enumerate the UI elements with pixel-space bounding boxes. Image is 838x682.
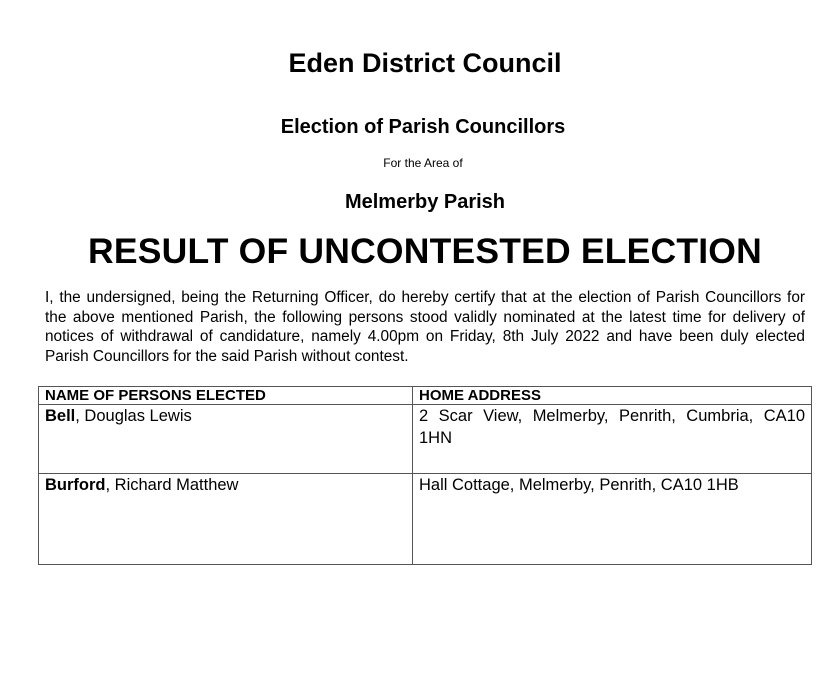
person-address-cell <box>413 405 812 474</box>
person-address: Hall Cottage, Melmerby, Penrith, CA10 1HB <box>419 476 739 494</box>
person-address: 2 Scar View, Melmerby, Penrith, Cumbria, CA10 1HN <box>419 407 805 447</box>
person-address-cell <box>413 474 812 565</box>
table-row <box>39 474 812 565</box>
person-name-cell <box>39 474 413 565</box>
person-surname: Bell <box>45 407 76 425</box>
area-label: For the Area of <box>383 156 463 170</box>
person-name-cell <box>39 405 413 474</box>
council-name: Eden District Council <box>288 48 562 78</box>
certificate-text: I, the undersigned, being the Returning Officer, do hereby certify that at the election of Parish Councillors for the above mentioned Parish, the following persons stood validly nominated at the latest time for delivery of notices of withdrawal of candidature, namely 4.00pm on Friday, 8th July 2022 and have been duly elected Parish Councillors for the said Parish without contest. <box>45 289 805 365</box>
header-name: NAME OF PERSONS ELECTED <box>39 387 413 405</box>
parish-name: Melmerby Parish <box>344 191 506 213</box>
person-forenames: , Richard Matthew <box>105 476 239 494</box>
header-address: HOME ADDRESS <box>413 387 812 405</box>
table-row <box>39 405 812 474</box>
table-header-row <box>39 387 812 405</box>
election-title: Election of Parish Councillors <box>280 116 566 138</box>
elected-persons-table <box>38 386 812 565</box>
result-title: RESULT OF UNCONTESTED ELECTION <box>88 231 762 271</box>
person-surname: Burford <box>45 476 106 494</box>
person-forenames: , Douglas Lewis <box>75 407 192 425</box>
